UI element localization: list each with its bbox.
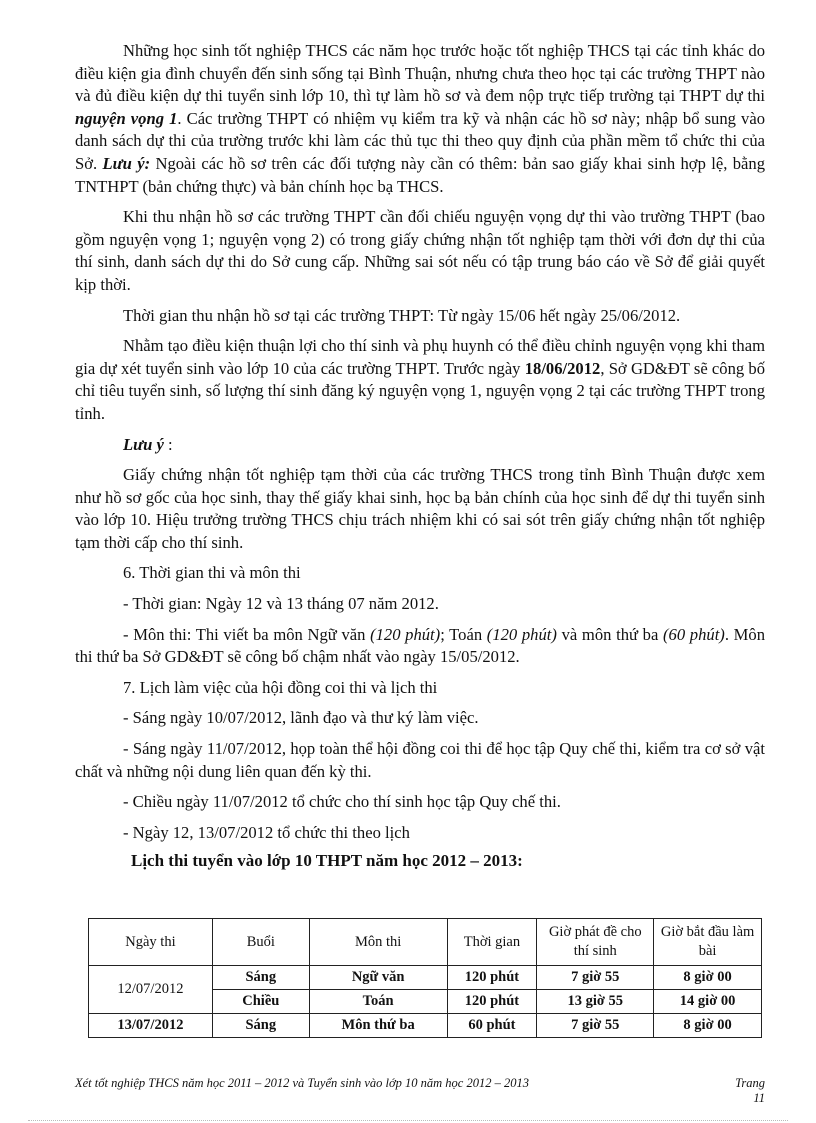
duration-text: (120 phút) xyxy=(370,624,441,644)
schedule-item-2: - Sáng ngày 11/07/2012, họp toàn thể hội đồng coi thi để học tập Quy chế thi, kiểm tra cơ sở vật chất và những nội dung liên quan đến kỳ thi. xyxy=(75,739,765,781)
cell-session: Sáng xyxy=(212,1014,309,1038)
footer-divider xyxy=(28,1120,788,1121)
duration-text: (120 phút) xyxy=(486,624,557,644)
header-session: Buổi xyxy=(212,919,309,966)
document-body xyxy=(75,40,765,873)
cell-subject: Môn thứ ba xyxy=(309,1014,447,1038)
text: - Môn thi: Thi viết ba môn Ngữ văn xyxy=(123,624,371,644)
table-header-row xyxy=(89,919,762,966)
schedule-item-1: - Sáng ngày 10/07/2012, lãnh đạo và thư ký làm việc. xyxy=(123,708,479,728)
section-6-heading: 6. Thời gian thi và môn thi xyxy=(123,563,301,583)
text: Nhằm tạo điều kiện thuận lợi cho thí sinh và phụ huynh có thể điều chỉnh nguyện vọng khi tham gia dự xét tuyển sinh vào lớp 10 của các trường THPT. Trước ngày xyxy=(75,336,765,378)
duration-text: (60 phút) xyxy=(663,624,725,644)
footer-document-title: Xét tốt nghiệp THCS năm học 2011 – 2012 và Tuyển sinh vào lớp 10 năm học 2012 – 2013 xyxy=(75,1076,529,1090)
exam-schedule-table xyxy=(88,918,762,1038)
cell-start-time: 8 giờ 00 xyxy=(654,966,762,990)
header-subject: Môn thi xyxy=(309,919,447,966)
cell-session: Sáng xyxy=(212,966,309,990)
text: : xyxy=(163,434,173,454)
paragraph-1 xyxy=(75,40,765,198)
section-7-heading: 7. Lịch làm việc của hội đồng coi thi và lịch thi xyxy=(123,677,438,697)
header-date: Ngày thi xyxy=(89,919,213,966)
footer-page-label: Trang xyxy=(735,1076,765,1090)
header-duration: Thời gian xyxy=(447,919,537,966)
table-title: Lịch thi tuyển vào lớp 10 THPT năm học 2012 – 2013: xyxy=(131,851,523,871)
note-label: Lưu ý: xyxy=(102,153,151,173)
cell-date: 12/07/2012 xyxy=(89,966,213,1014)
paragraph-note: Giấy chứng nhận tốt nghiệp tạm thời của các trường THCS trong tỉnh Bình Thuận được xem như hồ sơ gốc của học sinh, thay thế giấy khai sinh, học bạ bản chính của học sinh để dự thi tuyển sinh vào lớp 10. Hiệu trưởng trường THCS chịu trách nhiệm khi có sai sót trên giấy chứng nhận tốt nghiệp tạm thời cấp cho thí sinh. xyxy=(75,465,765,552)
cell-handout-time: 13 giờ 55 xyxy=(537,990,654,1014)
emphasis-text: nguyện vọng 1 xyxy=(75,108,178,128)
footer-page-info xyxy=(735,1076,765,1106)
cell-date: 13/07/2012 xyxy=(89,1014,213,1038)
paragraph-3: Thời gian thu nhận hồ sơ tại các trường THPT: Từ ngày 15/06 hết ngày 25/06/2012. xyxy=(123,305,681,325)
cell-handout-time: 7 giờ 55 xyxy=(537,966,654,990)
text: , Sở GD&ĐT sẽ công bố chỉ tiêu tuyển sinh, số lượng thí sinh đăng ký nguyện vọng 1, nguyện vọng 2 tại các trường THPT trong tỉnh. xyxy=(75,358,765,423)
header-start-time: Giờ bắt đầu làm bài xyxy=(654,919,762,966)
exam-dates: - Thời gian: Ngày 12 và 13 tháng 07 năm 2012. xyxy=(123,594,439,614)
text: ; Toán xyxy=(440,624,487,644)
text: . Môn thi thứ ba Sở GD&ĐT sẽ công bố chậm nhất vào ngày 15/05/2012. xyxy=(75,624,766,667)
exam-subjects xyxy=(75,624,765,669)
cell-handout-time: 7 giờ 55 xyxy=(537,1014,654,1038)
table-row xyxy=(89,1014,762,1038)
note-heading xyxy=(75,434,765,457)
header-handout-time: Giờ phát đề cho thí sinh xyxy=(537,919,654,966)
cell-session: Chiều xyxy=(212,990,309,1014)
cell-subject: Ngữ văn xyxy=(309,966,447,990)
cell-start-time: 8 giờ 00 xyxy=(654,1014,762,1038)
text: và môn thứ ba xyxy=(556,624,664,644)
cell-duration: 120 phút xyxy=(447,990,537,1014)
table-row xyxy=(89,966,762,990)
footer-page-number: 11 xyxy=(753,1091,765,1105)
paragraph-2: Khi thu nhận hồ sơ các trường THPT cần đối chiếu nguyện vọng dự thi vào trường THPT (bao gồm nguyện vọng 1; nguyện vọng 2) có trong giấy chứng nhận tốt nghiệp tạm thời với đơn dự thi của thí sinh, danh sách dự thi do Sở cung cấp. Những sai sót nếu có tập trung báo cáo về Sở để giải quyết kịp thời. xyxy=(75,207,765,294)
schedule-item-3: - Chiều ngày 11/07/2012 tổ chức cho thí sinh học tập Quy chế thi. xyxy=(123,792,561,812)
schedule-item-4: - Ngày 12, 13/07/2012 tổ chức thi theo lịch xyxy=(123,822,410,842)
cell-subject: Toán xyxy=(309,990,447,1014)
text: Ngoài các hồ sơ trên các đối tượng này cần có thêm: bản sao giấy khai sinh hợp lệ, bằng TNTHPT (bản chứng thực) và bản chính học bạ THCS. xyxy=(75,153,765,196)
cell-duration: 60 phút xyxy=(447,1014,537,1038)
text: Những học sinh tốt nghiệp THCS các năm học trước hoặc tốt nghiệp THCS tại các tỉnh khác do điều kiện gia đình chuyển đến sinh sống tại Bình Thuận, nhưng chưa theo học tại các trường THPT nào và đủ điều kiện dự thi tuyển sinh lớp 10, thì tự làm hồ sơ và đem nộp trực tiếp trường tại THPT dự thi xyxy=(75,41,765,106)
paragraph-4 xyxy=(75,335,765,425)
date-emphasis: 18/06/2012 xyxy=(524,358,601,378)
cell-duration: 120 phút xyxy=(447,966,537,990)
cell-start-time: 14 giờ 00 xyxy=(654,990,762,1014)
text: . Các trường THPT có nhiệm vụ kiểm tra kỹ và nhận các hồ sơ này; nhập bổ sung vào danh sách dự thi của trường trước khi làm các thủ tục thi theo quy định của phần mềm tổ chức thi của Sở. xyxy=(75,108,765,173)
note-label: Lưu ý xyxy=(123,434,164,454)
